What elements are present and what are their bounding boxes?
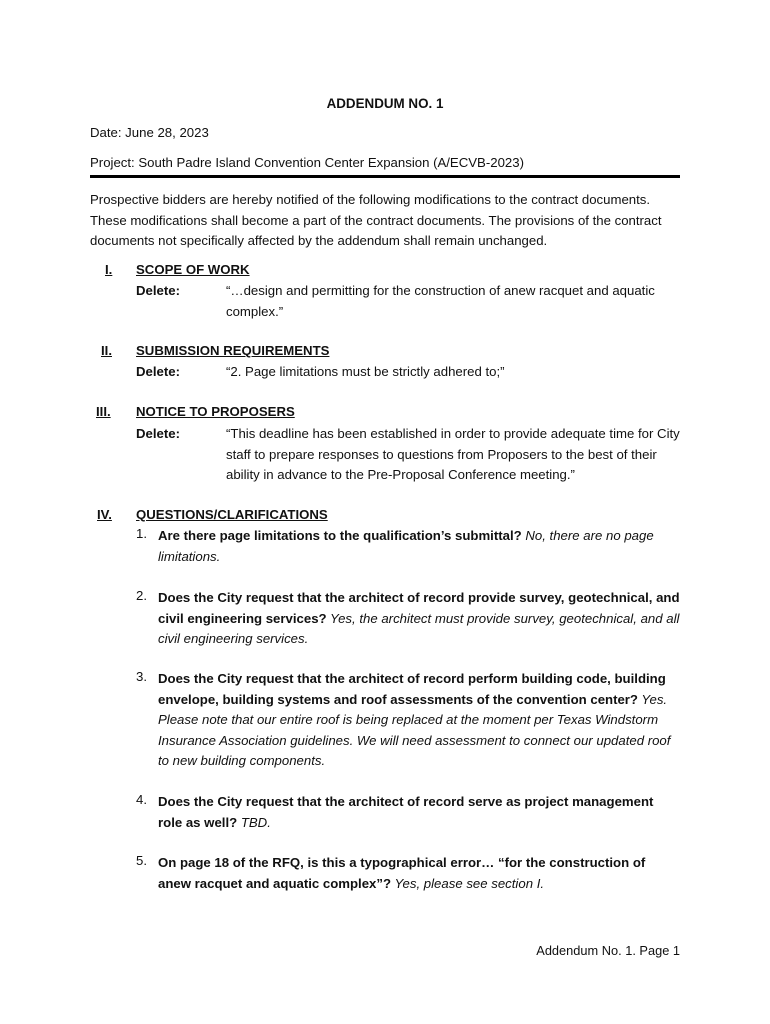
question-item	[158, 669, 680, 772]
question-number: 2.	[136, 588, 147, 603]
question-text: Are there page limitations to the qualification’s submittal?	[158, 528, 522, 543]
answer-text: TBD.	[237, 814, 271, 830]
section-text: “2. Page limitations must be strictly adhered to;”	[226, 364, 505, 379]
question-number: 5.	[136, 853, 147, 868]
section-text: “…design and permitting for the construction of anew racquet and aquatic complex.”	[226, 283, 655, 319]
delete-label: Delete:	[136, 364, 180, 379]
question-item	[158, 853, 680, 894]
question-text: On page 18 of the RFQ, is this a typographical error… “for the construction of anew racquet and aquatic complex”?	[158, 855, 646, 891]
project-line: Project: South Padre Island Convention Center Expansion (A/ECVB-2023)	[90, 155, 524, 170]
section-numeral: IV.	[97, 507, 112, 522]
section-heading: QUESTIONS/CLARIFICATIONS	[136, 507, 328, 522]
date-line: Date: June 28, 2023	[90, 125, 209, 140]
delete-label: Delete:	[136, 426, 180, 441]
section-numeral: III.	[96, 404, 111, 419]
delete-label: Delete:	[136, 283, 180, 298]
section-numeral: II.	[101, 343, 112, 358]
answer-text: Yes, please see section I.	[391, 875, 545, 891]
section-heading: SCOPE OF WORK	[136, 262, 250, 277]
question-text: Does the City request that the architect of record serve as project management role as well?	[158, 794, 654, 830]
question-item	[158, 588, 680, 650]
answer-text: Yes, the architect must provide survey, geotechnical, and all civil engineering services.	[158, 610, 680, 646]
header-divider	[90, 175, 680, 178]
answer-text: Yes. Please note that our entire roof is being replaced at the moment per Texas Windstorm Insurance Association guidelines. We will need assessment to connect our updated roof to new building components.	[158, 691, 671, 768]
page-footer: Addendum No. 1. Page 1	[536, 943, 680, 958]
section-heading: NOTICE TO PROPOSERS	[136, 404, 295, 419]
question-item	[158, 526, 680, 567]
question-number: 1.	[136, 526, 147, 541]
question-text: Does the City request that the architect of record provide survey, geotechnical, and civil engineering services?	[158, 590, 680, 626]
section-text: “This deadline has been established in order to provide adequate time for City staff to prepare responses to questions from Proposers to the best of their ability in advance to the Pre-Proposal Conference meeting.”	[226, 426, 680, 482]
answer-text: No, there are no page limitations.	[158, 528, 654, 564]
document-title: ADDENDUM NO. 1	[326, 96, 444, 111]
question-number: 4.	[136, 792, 147, 807]
section-heading: SUBMISSION REQUIREMENTS	[136, 343, 330, 358]
question-text: Does the City request that the architect of record perform building code, building envelope, building systems and roof assessments of the convention center?	[158, 671, 666, 707]
section-numeral: I.	[105, 262, 113, 277]
intro-paragraph: Prospective bidders are hereby notified of the following modifications to the contract documents. These modifications shall become a part of the contract documents. The provisions of the contract documents not specifically affected by the addendum shall remain unchanged.	[90, 192, 662, 248]
question-number: 3.	[136, 669, 147, 684]
question-item	[158, 792, 680, 833]
